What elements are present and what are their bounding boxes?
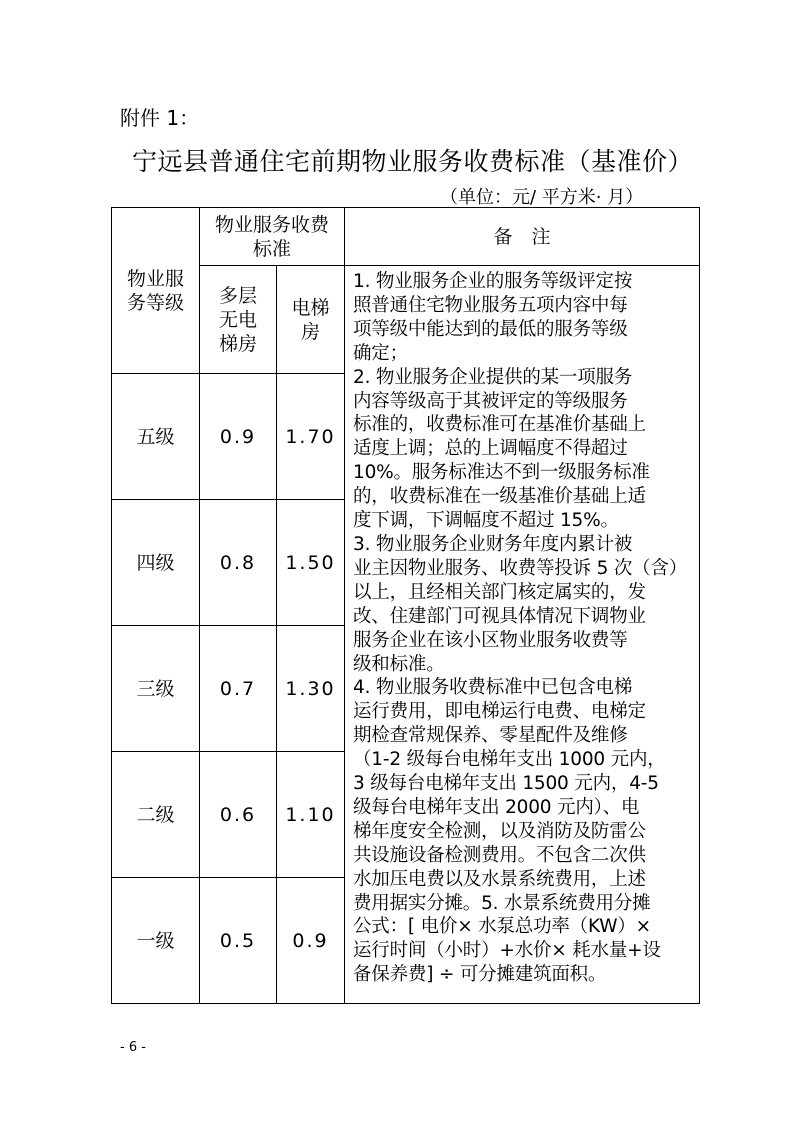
elevator-fee-cell: 0.9: [277, 878, 345, 1004]
grade-cell: 三级: [112, 626, 200, 752]
note-line: 3 级每台电梯年支出 1500 元内，4-5: [353, 773, 659, 795]
notes-cell: [345, 266, 700, 1004]
elevator-fee-cell: 1.70: [277, 374, 345, 500]
note-line: 运行时间（小时）+水价× 耗水量+设: [353, 940, 661, 962]
document-title: 宁远县普通住宅前期物业服务收费标准（基准价）: [132, 147, 694, 176]
grade-cell: 四级: [112, 500, 200, 626]
multi-fee-cell: 0.9: [200, 374, 277, 500]
note-line: 适度上调；总的上调幅度不得超过: [353, 438, 628, 460]
note-line: 度下调，下调幅度不超过 15%。: [353, 510, 619, 532]
note-line: 费用据实分摊。5. 水景系统费用分摊: [353, 892, 651, 914]
grade-cell: 一级: [112, 878, 200, 1004]
note-line: 级和标准。: [353, 653, 445, 675]
multi-fee-cell: 0.7: [200, 626, 277, 752]
note-line: 公式：[ 电价× 水泵总功率（KW）×: [353, 916, 651, 938]
elevator-fee-cell: 1.10: [277, 752, 345, 878]
attachment-label: 附件 1：: [120, 106, 200, 130]
note-line: 梯年度安全检测，以及消防及防雷公: [353, 820, 646, 842]
elevator-fee-cell: 1.30: [277, 626, 345, 752]
multi-fee-cell: 0.5: [200, 878, 277, 1004]
notes-text: [353, 270, 695, 987]
note-line: 项等级中能达到的最低的服务等级: [353, 318, 628, 340]
note-line: 水加压电费以及水景系统费用，上述: [353, 868, 646, 890]
note-line: 期检查常规保养、零星配件及维修: [353, 725, 628, 747]
elevator-fee-cell: 1.50: [277, 500, 345, 626]
note-line: 照普通住宅物业服务五项内容中每: [353, 294, 628, 316]
page-number: - 6 -: [120, 1040, 146, 1055]
note-line: 1. 物业服务企业的服务等级评定按: [353, 271, 633, 292]
header-notes: 备 注: [345, 208, 700, 266]
unit-note: （单位：元/ 平方米· 月）: [440, 187, 644, 208]
note-line: 内容等级高于其被评定的等级服务: [353, 390, 628, 412]
note-line: 运行费用，即电梯运行电费、电梯定: [353, 701, 646, 723]
note-line: 以上，且经相关部门核定属实的，发: [353, 581, 646, 603]
note-line: 标准的，收费标准可在基准价基础上: [353, 414, 646, 436]
header-fee-elevator: 电梯房: [277, 266, 345, 374]
note-line: 10%。服务标准达不到一级服务标准: [353, 462, 650, 484]
note-line: 2. 物业服务企业提供的某一项服务: [353, 366, 633, 388]
note-line: （1-2 级每台电梯年支出 1000 元内，: [353, 749, 666, 771]
note-line: 的，收费标准在一级基准价基础上适: [353, 486, 646, 508]
note-line: 服务企业在该小区物业服务收费等: [353, 629, 628, 651]
note-line: 业主因物业服务、收费等投诉 5 次（含）: [353, 557, 688, 579]
multi-fee-cell: 0.8: [200, 500, 277, 626]
note-line: 4. 物业服务收费标准中已包含电梯: [353, 677, 633, 699]
header-fee: 物业服务收费标准: [200, 208, 345, 266]
grade-cell: 二级: [112, 752, 200, 878]
note-line: 备保养费] ÷ 可分摊建筑面积。: [353, 964, 607, 986]
note-line: 3. 物业服务企业财务年度内累计被: [353, 533, 633, 555]
fee-standard-table: [111, 207, 700, 1004]
note-line: 确定；: [353, 342, 408, 364]
multi-fee-cell: 0.6: [200, 752, 277, 878]
grade-cell: 五级: [112, 374, 200, 500]
note-line: 改、住建部门可视具体情况下调物业: [353, 605, 646, 627]
note-line: 共设施设备检测费用。不包含二次供: [353, 844, 646, 866]
header-fee-multi: 多层无电梯房: [200, 266, 277, 374]
header-grade: 物业服务等级: [112, 208, 200, 374]
note-line: 级每台电梯年支出 2000 元内）、电: [353, 796, 640, 818]
